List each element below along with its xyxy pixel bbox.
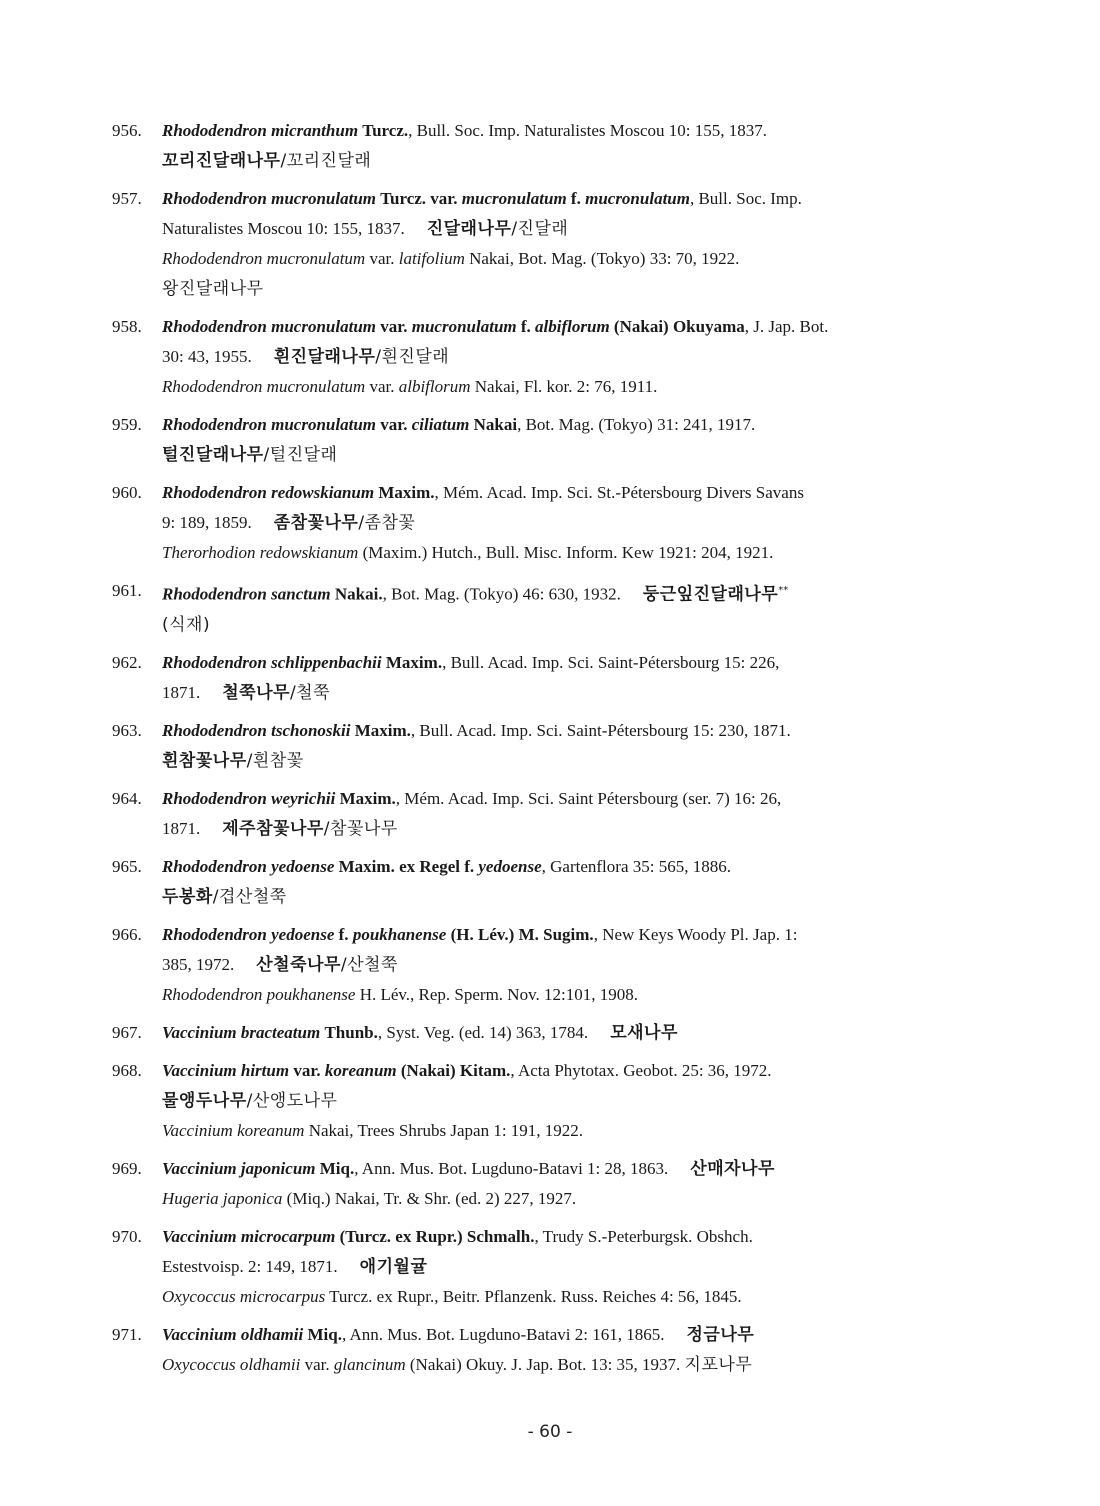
genus: Rhododendron [162, 483, 267, 502]
genus: Rhododendron [162, 720, 267, 740]
form-name: albiflorum [535, 317, 610, 336]
rank-marker: var. [293, 1060, 321, 1080]
reference: , Acta Phytotax. Geobot. 25: 36, 1972. [510, 1060, 772, 1080]
entry-number: 969. [112, 1158, 142, 1178]
korean-alt-name: /흰참꽃 [246, 750, 304, 771]
genus: Rhododendron [162, 856, 267, 876]
reference: 30: 43, 1955. [162, 347, 252, 366]
korean-alt-name: /참꽃나무 [323, 818, 398, 839]
reference: , J. Jap. Bot. [744, 317, 829, 336]
entry-number: 971. [112, 1324, 142, 1344]
entry-line [162, 312, 984, 342]
form-name: mucronulatum [585, 189, 690, 208]
variety-name: mucronulatum [461, 189, 567, 208]
species-epithet: sanctum [271, 584, 331, 604]
korean-alt-name: /꼬리진달래 [280, 151, 372, 171]
korean-name: 산철죽나무 [256, 954, 341, 975]
korean-name: 흰진달래나무 [273, 347, 376, 367]
synonym-reference: Nakai, Fl. kor. 2: 76, 1911. [470, 377, 658, 396]
list-item [112, 1320, 984, 1380]
korean-alt-name: /산앵도나무 [246, 1090, 338, 1111]
korean-name: 털진달래나무 [162, 445, 264, 465]
author: Maxim. ex Regel f. [338, 856, 475, 876]
species-epithet: yedoense [271, 924, 335, 944]
entry-number: 956. [112, 121, 142, 140]
synonym-korean-name: 왕진달래나무 [162, 279, 264, 299]
synonym-species: japonica [222, 1188, 283, 1208]
korean-name: 정금나무 [686, 1324, 755, 1345]
species-epithet: yedoense [271, 856, 335, 876]
korean-name: 제주참꽃나무 [222, 818, 324, 839]
entry-line [162, 1320, 984, 1350]
entry-line [162, 576, 984, 610]
genus: Rhododendron [162, 788, 267, 808]
synonym-species: mucronulatum [266, 377, 366, 396]
species-epithet: microcarpum [240, 1226, 336, 1246]
korean-name-line [162, 746, 984, 776]
genus: Rhododendron [162, 584, 267, 604]
form-name: poukhanense [352, 924, 447, 944]
author: Maxim. [339, 788, 396, 808]
list-item [112, 184, 984, 304]
entry-line [162, 1056, 984, 1086]
species-list [112, 116, 984, 1388]
korean-alt-name: /철쭉 [289, 682, 331, 703]
footnote-marker: ** [778, 585, 789, 596]
entry-line [162, 678, 984, 708]
korean-name: 흰참꽃나무 [162, 750, 247, 771]
list-item [112, 116, 984, 176]
list-item [112, 1222, 984, 1312]
synonym-species: poukhanense [266, 984, 356, 1004]
entry-line [162, 342, 984, 372]
reference: , Mém. Acad. Imp. Sci. St.-Pétersbourg Divers Savans [434, 483, 804, 502]
synonym-genus: Vaccinium [162, 1120, 233, 1140]
list-item [112, 410, 984, 470]
korean-name-line [162, 610, 984, 640]
korean-name: 철쭉나무 [222, 682, 290, 703]
synonym-reference: Turcz. ex Rupr., Beitr. Pflanzenk. Russ. Reiches 4: 56, 1845. [325, 1286, 742, 1306]
form-marker: f. [338, 924, 349, 944]
reference: 1871. [162, 818, 201, 838]
korean-alt-name: /겹산철쭉 [212, 886, 287, 907]
entry-number: 970. [112, 1226, 142, 1246]
genus: Vaccinium [162, 1226, 237, 1246]
korean-name: 좀참꽃나무 [273, 513, 359, 533]
author: (Turcz. ex Rupr.) Schmalh. [339, 1226, 535, 1246]
synonym-species: koreanum [237, 1120, 305, 1140]
korean-name: 꼬리진달래나무 [162, 151, 281, 171]
synonym-genus: Rhododendron [162, 377, 263, 396]
species-epithet: japonicum [240, 1158, 316, 1178]
synonym-line [162, 980, 984, 1010]
korean-name: 모새나무 [610, 1022, 678, 1043]
korean-name-line [162, 146, 984, 176]
reference: , Ann. Mus. Bot. Lugduno-Batavi 1: 28, 1863. [354, 1158, 669, 1178]
species-epithet: mucronulatum [271, 415, 376, 434]
author: Thunb. [324, 1022, 378, 1042]
entry-line [162, 784, 984, 814]
author: Turcz. var. [380, 189, 458, 208]
entry-line [162, 1252, 984, 1282]
species-epithet: hirtum [240, 1060, 290, 1080]
genus: Vaccinium [162, 1022, 237, 1042]
entry-number: 965. [112, 856, 142, 876]
entry-line [162, 1222, 984, 1252]
form-name: yedoense [478, 856, 542, 876]
genus: Rhododendron [162, 652, 267, 672]
rank-marker: var. [380, 415, 408, 434]
author: Nakai. [334, 584, 383, 604]
genus: Rhododendron [162, 924, 267, 944]
author: (Nakai) Kitam. [400, 1060, 511, 1080]
genus: Rhododendron [162, 317, 267, 336]
entry-number: 957. [112, 189, 142, 208]
entry-number: 964. [112, 788, 142, 808]
synonym-genus: Therorhodion [162, 543, 256, 562]
species-epithet: mucronulatum [271, 189, 376, 208]
genus: Rhododendron [162, 121, 267, 140]
synonym-genus: Rhododendron [162, 249, 263, 268]
entry-number: 962. [112, 652, 142, 672]
list-item [112, 716, 984, 776]
synonym-species: mucronulatum [266, 249, 366, 268]
species-epithet: schlippenbachii [271, 652, 382, 672]
entry-line [162, 814, 984, 844]
genus: Vaccinium [162, 1324, 237, 1344]
entry-line [162, 478, 984, 508]
korean-name: 애기월귤 [359, 1256, 428, 1277]
reference: , Trudy S.-Peterburgsk. Obshch. [534, 1226, 753, 1246]
entry-number: 966. [112, 924, 142, 944]
korean-name: 진달래나무 [426, 219, 512, 239]
list-item [112, 1154, 984, 1214]
species-epithet: micranthum [271, 121, 359, 140]
synonym-variety: albiflorum [398, 377, 471, 396]
synonym-line [162, 1350, 984, 1380]
synonym-rank: var. [369, 249, 395, 268]
synonym-variety: glancinum [333, 1354, 406, 1374]
author: Miq. [319, 1158, 355, 1178]
reference: 385, 1972. [162, 954, 235, 974]
variety-name: koreanum [324, 1060, 397, 1080]
synonym-line [162, 244, 984, 274]
form-marker: f. [520, 317, 531, 336]
korean-alt-name: /산철쭉 [340, 954, 398, 975]
species-epithet: mucronulatum [271, 317, 376, 336]
synonym-korean-name: 지포나무 [684, 1354, 753, 1375]
list-item [112, 576, 984, 640]
author: Nakai [473, 415, 518, 434]
korean-name-line [162, 882, 984, 912]
synonym-variety: latifolium [398, 249, 465, 268]
list-item [112, 852, 984, 912]
entry-number: 968. [112, 1060, 142, 1080]
reference: , Bull. Acad. Imp. Sci. Saint-Pétersbourg 15: 226, [442, 652, 780, 672]
reference: , Bot. Mag. (Tokyo) 31: 241, 1917. [517, 415, 756, 434]
synonym-line [162, 1282, 984, 1312]
author: (H. Lév.) M. Sugim. [450, 924, 594, 944]
entry-line [162, 716, 984, 746]
korean-name: 둥근잎진달래나무 [642, 584, 779, 605]
author: (Nakai) Okuyama [613, 317, 745, 336]
genus: Vaccinium [162, 1060, 237, 1080]
entry-line [162, 852, 984, 882]
synonym-reference: Nakai, Trees Shrubs Japan 1: 191, 1922. [304, 1120, 584, 1140]
author: Maxim. [378, 483, 435, 502]
list-item [112, 920, 984, 1010]
korean-name: 두봉화 [162, 886, 213, 907]
reference: 9: 189, 1859. [162, 513, 252, 532]
list-item [112, 648, 984, 708]
genus: Rhododendron [162, 415, 267, 434]
korean-alt-name: /흰진달래 [375, 347, 450, 367]
list-item [112, 784, 984, 844]
reference: 1871. [162, 682, 201, 702]
variety-name: mucronulatum [411, 317, 517, 336]
entry-number: 961. [112, 581, 142, 600]
reference: , Syst. Veg. (ed. 14) 363, 1784. [377, 1022, 589, 1042]
species-epithet: weyrichii [271, 788, 336, 808]
reference: Naturalistes Moscou 10: 155, 1837. [162, 219, 405, 238]
entry-line [162, 116, 984, 146]
synonym-genus: Oxycoccus [162, 1286, 236, 1306]
entry-number: 963. [112, 720, 142, 740]
author: Maxim. [385, 652, 443, 672]
korean-name-line [162, 440, 984, 470]
synonym-reference: (Maxim.) Hutch., Bull. Misc. Inform. Kew 1921: 204, 1921. [358, 543, 774, 562]
genus: Vaccinium [162, 1158, 237, 1178]
korean-alt-name: /좀참꽃 [358, 513, 416, 533]
synonym-line [162, 372, 984, 402]
form-marker: f. [570, 189, 581, 208]
page-number: - 60 - [527, 1422, 573, 1442]
species-epithet: tschonoskii [271, 720, 351, 740]
reference: , Gartenflora 35: 565, 1886. [541, 856, 731, 876]
reference: , Bot. Mag. (Tokyo) 46: 630, 1932. [382, 584, 621, 604]
list-item [112, 1056, 984, 1146]
reference: , Ann. Mus. Bot. Lugduno-Batavi 2: 161, 1865. [341, 1324, 665, 1344]
synonym-reference: (Miq.) Nakai, Tr. & Shr. (ed. 2) 227, 1927. [282, 1188, 577, 1208]
reference: , Bull. Acad. Imp. Sci. Saint-Pétersbourg 15: 230, 1871. [410, 720, 791, 740]
synonym-reference: (Nakai) Okuy. J. Jap. Bot. 13: 35, 1937. [405, 1354, 681, 1374]
reference: , New Keys Woody Pl. Jap. 1: [593, 924, 798, 944]
synonym-rank: var. [304, 1354, 330, 1374]
entry-line [162, 950, 984, 980]
entry-line [162, 184, 984, 214]
entry-line [162, 1018, 984, 1048]
cultivation-note: (식재) [162, 614, 211, 635]
variety-name: ciliatum [411, 415, 470, 434]
author: Miq. [307, 1324, 342, 1344]
reference: Estestvoisp. 2: 149, 1871. [162, 1256, 338, 1276]
species-epithet: bracteatum [240, 1022, 321, 1042]
synonym-reference: H. Lév., Rep. Sperm. Nov. 12:101, 1908. [355, 984, 638, 1004]
synonym-rank: var. [369, 377, 395, 396]
korean-alt-name: /진달래 [511, 219, 569, 239]
synonym-species: oldhamii [239, 1354, 301, 1374]
synonym-line [162, 1184, 984, 1214]
reference: , Bull. Soc. Imp. Naturalistes Moscou 10: 155, 1837. [408, 121, 767, 140]
entry-line [162, 214, 984, 244]
list-item [112, 312, 984, 402]
author: Turcz. [362, 121, 409, 140]
entry-line [162, 410, 984, 440]
species-epithet: redowskianum [271, 483, 375, 502]
entry-line [162, 920, 984, 950]
reference: , Mém. Acad. Imp. Sci. Saint Pétersbourg (ser. 7) 16: 26, [395, 788, 782, 808]
korean-name: 물앵두나무 [162, 1090, 247, 1111]
korean-name-line [162, 1086, 984, 1116]
korean-alt-name: /털진달래 [263, 445, 338, 465]
entry-number: 958. [112, 317, 142, 336]
synonym-species: microcarpus [239, 1286, 326, 1306]
synonym-reference: Nakai, Bot. Mag. (Tokyo) 33: 70, 1922. [464, 249, 740, 268]
synonym-genus: Rhododendron [162, 984, 263, 1004]
entry-number: 960. [112, 483, 142, 502]
reference: , Bull. Soc. Imp. [689, 189, 802, 208]
rank-marker: var. [380, 317, 408, 336]
species-epithet: oldhamii [240, 1324, 304, 1344]
synonym-line [162, 538, 984, 568]
list-item [112, 1018, 984, 1048]
entry-number: 959. [112, 415, 142, 434]
synonym-korean-line [162, 274, 984, 304]
synonym-genus: Hugeria [162, 1188, 219, 1208]
genus: Rhododendron [162, 189, 267, 208]
entry-line [162, 648, 984, 678]
entry-line [162, 1154, 984, 1184]
entry-number: 967. [112, 1022, 142, 1042]
entry-line [162, 508, 984, 538]
synonym-line [162, 1116, 984, 1146]
synonym-species: redowskianum [259, 543, 359, 562]
list-item [112, 478, 984, 568]
korean-name: 산매자나무 [690, 1158, 775, 1179]
synonym-genus: Oxycoccus [162, 1354, 236, 1374]
author: Maxim. [354, 720, 411, 740]
